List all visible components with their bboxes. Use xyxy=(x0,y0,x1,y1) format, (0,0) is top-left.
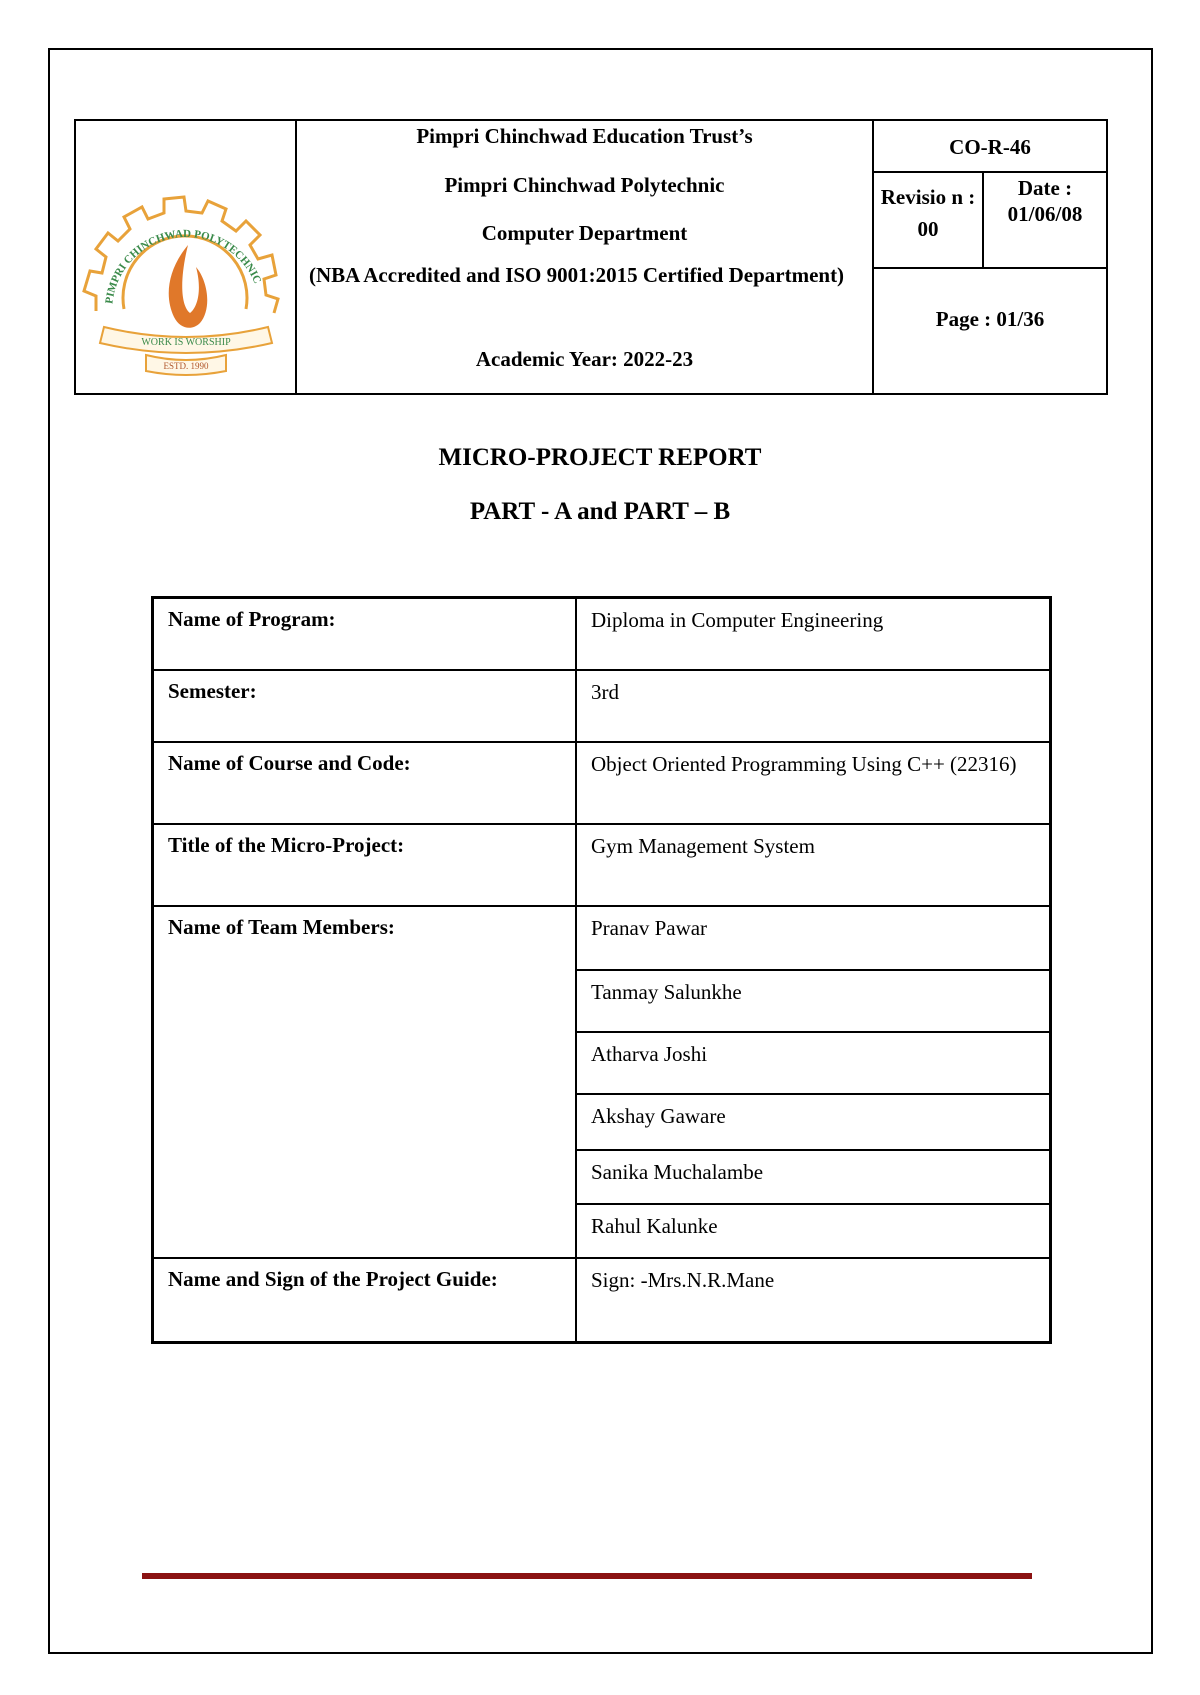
team-member: Tanmay Salunkhe xyxy=(591,980,742,1004)
member-divider xyxy=(575,1031,1049,1033)
team-members-label: Name of Team Members: xyxy=(168,915,395,939)
row-divider xyxy=(154,905,1049,907)
trust-name: Pimpri Chinchwad Education Trust’s xyxy=(416,124,753,148)
program-value: Diploma in Computer Engineering xyxy=(591,608,884,632)
team-member: Rahul Kalunke xyxy=(591,1214,718,1238)
logo-motto: WORK IS WORSHIP xyxy=(141,337,231,348)
project-title-label: Title of the Micro-Project: xyxy=(168,833,405,857)
academic-year: Academic Year: 2022-23 xyxy=(475,347,694,371)
row-divider xyxy=(154,669,1049,671)
department-name: Computer Department xyxy=(481,221,688,245)
team-member: Akshay Gaware xyxy=(591,1104,726,1128)
member-divider xyxy=(575,1149,1049,1151)
institute-name: Pimpri Chinchwad Polytechnic xyxy=(444,173,725,197)
logo-ring-text: PIMPRI CHINCHWAD POLYTECHNIC xyxy=(103,227,264,305)
semester-value: 3rd xyxy=(591,680,619,704)
page-number: Page : 01/36 xyxy=(935,307,1045,331)
course-value: Object Oriented Programming Using C++ (22316) xyxy=(591,752,1017,776)
doc-code: CO-R-46 xyxy=(874,121,1106,173)
member-divider xyxy=(575,1203,1049,1205)
member-divider xyxy=(575,969,1049,971)
logo-cell xyxy=(76,121,297,393)
accreditation-text: (NBA Accredited and ISO 9001:2015 Certified Department) xyxy=(309,263,845,287)
row-divider xyxy=(154,741,1049,743)
semester-label: Semester: xyxy=(168,679,257,703)
project-guide-label: Name and Sign of the Project Guide: xyxy=(168,1267,498,1291)
institute-cell xyxy=(297,121,874,393)
member-divider xyxy=(575,1093,1049,1095)
revision: Revisio n : 00 xyxy=(874,173,984,269)
footer-rule xyxy=(142,1573,1032,1579)
institute-logo xyxy=(76,121,293,393)
team-member: Sanika Muchalambe xyxy=(591,1160,764,1184)
team-member: Atharva Joshi xyxy=(591,1042,708,1066)
team-member: Pranav Pawar xyxy=(591,916,708,940)
report-subtitle: PART - A and PART – B xyxy=(469,498,731,525)
row-divider xyxy=(154,823,1049,825)
details-table xyxy=(151,596,1052,1344)
report-title: MICRO-PROJECT REPORT xyxy=(438,444,762,471)
header-table xyxy=(74,119,1108,395)
logo-established: ESTD. 1990 xyxy=(163,361,209,371)
row-divider xyxy=(154,1257,1049,1259)
course-label: Name of Course and Code: xyxy=(168,751,411,775)
date: Date : 01/06/08 xyxy=(984,173,1106,269)
program-label: Name of Program: xyxy=(168,607,336,631)
project-title-value: Gym Management System xyxy=(591,834,815,858)
project-guide-value: Sign: -Mrs.N.R.Mane xyxy=(591,1268,775,1292)
document-info-cell xyxy=(874,121,1106,393)
